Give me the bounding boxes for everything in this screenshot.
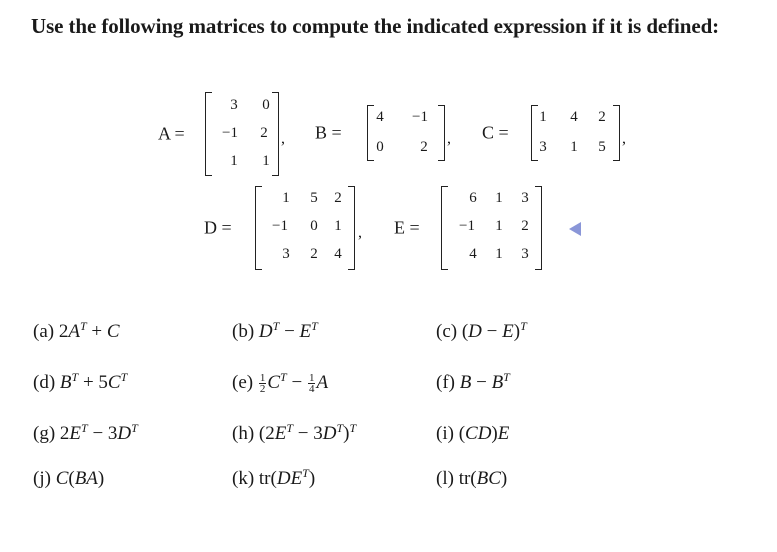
exercise-j-label: (j) (33, 468, 51, 489)
matrix-a-cell: 2 (260, 125, 268, 141)
matrix-d (200, 186, 370, 270)
matrix-e-cell: 3 (521, 246, 529, 262)
exercise-d-label: (d) (33, 372, 56, 393)
exercise-j: (j) C(BA) (33, 468, 105, 489)
matrix-e-label: E = (394, 217, 420, 238)
matrix-d-cell: 4 (334, 246, 342, 262)
matrix-e-left-bracket (441, 186, 448, 270)
matrix-a-cell: 1 (262, 153, 270, 169)
exercise-f: (f) $B - B^T$ (436, 370, 510, 393)
exercise-f-label: (f) (436, 372, 455, 393)
matrix-e-cell: 3 (521, 190, 529, 206)
matrix-b-comma: , (447, 130, 451, 147)
exercise-e: (e) $\frac{1}{2}$ $C^T$ − $\frac{1}{4}$ A (232, 370, 329, 396)
exercise-g-label: (g) (33, 423, 56, 444)
matrix-b-cell: 0 (376, 139, 384, 155)
matrix-d-cell: 1 (282, 190, 290, 206)
matrix-e-cell: 1 (495, 246, 503, 262)
exercise-k-label: (k) (232, 468, 255, 489)
matrix-d-right-bracket (348, 186, 355, 270)
matrix-d-cell: 2 (334, 190, 342, 206)
exercise-l: (l) tr(BC) (436, 468, 508, 489)
exercise-b: (b) $D^T - E^T$ (232, 319, 318, 342)
matrix-b (312, 105, 462, 161)
matrix-b-cell: 4 (376, 109, 384, 125)
exercise-g: (g) $2E^T - 3D^T$ (33, 421, 138, 444)
exercise-i-label: (i) (436, 423, 454, 444)
matrix-b-right-bracket (438, 105, 445, 161)
matrix-d-cell: 5 (310, 190, 318, 206)
matrix-c-cell: 5 (598, 139, 606, 155)
matrix-a-left-bracket (205, 92, 212, 176)
matrix-c-cell: 1 (539, 109, 547, 125)
matrix-e-cell: 1 (495, 190, 503, 206)
exercise-l-label: (l) (436, 468, 454, 489)
matrix-e-cell: 1 (495, 218, 503, 234)
exercise-h: (h) $(2E^T - 3D^T)^T$ (232, 421, 357, 444)
matrix-a-comma: , (281, 130, 285, 147)
exercise-b-label: (b) (232, 321, 255, 342)
matrix-d-comma: , (358, 224, 362, 241)
matrix-e-cell: 6 (469, 190, 477, 206)
matrix-d-cell: 3 (282, 246, 290, 262)
matrix-c-right-bracket (613, 105, 620, 161)
exercise-a: (a) $2A^T + C$ (33, 319, 120, 342)
matrix-d-cell: 2 (310, 246, 318, 262)
matrix-b-cell: −1 (412, 109, 428, 125)
exercise-c: (c) $(D - E)^T$ (436, 319, 527, 342)
matrix-a-cell: 1 (230, 153, 238, 169)
matrix-e-right-bracket (535, 186, 542, 270)
exercise-c-label: (c) (436, 321, 458, 342)
matrix-a-label: A = (158, 123, 185, 144)
matrix-d-cell: −1 (272, 218, 288, 234)
matrix-c-cell: 2 (598, 109, 606, 125)
instruction-heading: Use the following matrices to compute the indicated expression if it is defined: (31, 14, 720, 38)
matrix-b-label: B = (315, 122, 342, 143)
matrix-c-label: C = (482, 122, 509, 143)
exercise-a-label: (a) (33, 321, 55, 342)
matrix-c-cell: 3 (539, 139, 547, 155)
exercise-k: (k) $tr(DE^T)$ (232, 466, 316, 489)
matrix-a (150, 92, 290, 176)
matrix-a-cell: 0 (262, 97, 270, 113)
matrix-e (391, 186, 561, 270)
matrix-d-cell: 1 (334, 218, 342, 234)
matrix-e-cell: 2 (521, 218, 529, 234)
exercise-i: (i) (CD)E (436, 423, 510, 444)
matrix-c-cell: 1 (570, 139, 578, 155)
matrix-c-comma: , (622, 130, 626, 147)
matrix-d-cell: 0 (310, 218, 318, 234)
pointer-triangle-icon (569, 222, 581, 236)
matrix-a-cell: 3 (230, 97, 238, 113)
exercise-h-label: (h) (232, 423, 255, 444)
matrix-d-label: D = (204, 217, 232, 238)
exercise-d: (d) $B^T + 5C^T$ (33, 370, 128, 393)
matrix-c-cell: 4 (570, 109, 578, 125)
matrix-e-cell: 4 (469, 246, 477, 262)
matrix-a-right-bracket (272, 92, 279, 176)
matrix-e-cell: −1 (459, 218, 475, 234)
exercise-e-label: (e) (232, 372, 254, 393)
matrix-c (476, 105, 646, 161)
matrix-d-left-bracket (255, 186, 262, 270)
matrix-a-cell: −1 (222, 125, 238, 141)
matrix-b-cell: 2 (420, 139, 428, 155)
